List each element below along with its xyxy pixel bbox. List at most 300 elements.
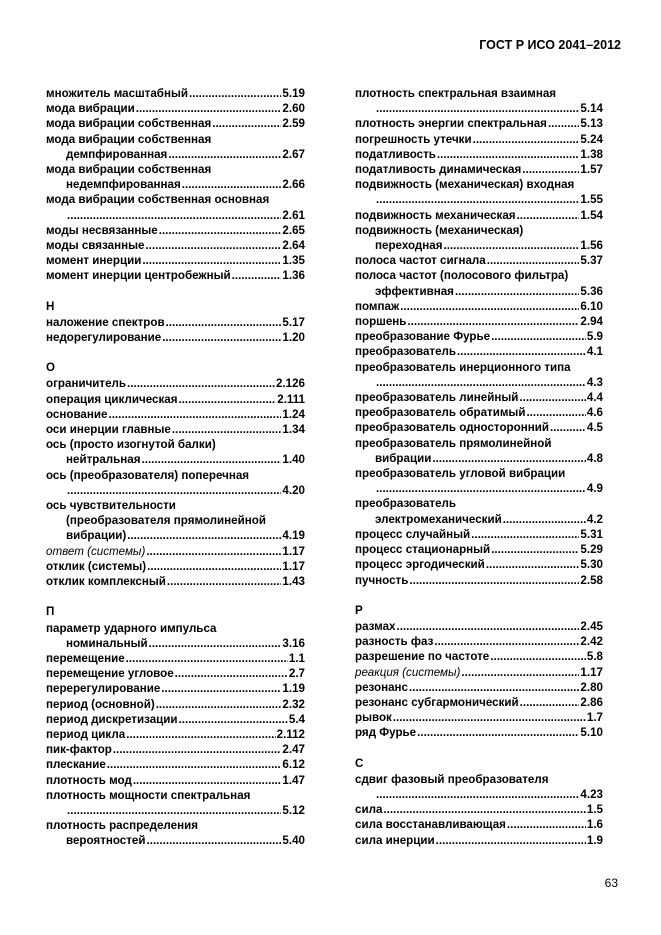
- index-entry-label: процесс эргодический: [355, 558, 485, 572]
- page-number: 63: [604, 876, 618, 890]
- dot-leader: [142, 253, 281, 268]
- index-entry-reference: 1.6: [586, 818, 603, 832]
- index-entry-label: переходная: [375, 239, 443, 253]
- index-entry-label: сила восстанавливающая: [355, 818, 506, 832]
- index-entry: [355, 573, 603, 588]
- index-entry: [355, 344, 603, 359]
- index-entry-term: плотность спектральная взаимная: [355, 87, 557, 100]
- index-entry-reference: 2.42: [580, 635, 603, 649]
- index-entry-reference: 2.94: [580, 315, 603, 329]
- index-entry-reference: 4.20: [282, 483, 305, 497]
- index-entry-reference: 1.43: [282, 575, 305, 589]
- index-entry-reference: 1.55: [580, 193, 603, 207]
- index-entry: [355, 527, 603, 542]
- index-entry-reference: 1.47: [282, 773, 305, 787]
- index-entry-reference: 2.61: [282, 208, 305, 222]
- index-entry-reference: 1.35: [282, 254, 305, 268]
- index-entry: [355, 253, 603, 268]
- index-entry: [46, 651, 305, 666]
- index-entry-reference: 5.30: [580, 558, 603, 572]
- dot-leader: [376, 101, 579, 116]
- index-entry-label: основание: [46, 407, 108, 421]
- index-entry-label: ряд Фурье: [355, 726, 417, 740]
- index-entry: [46, 681, 305, 696]
- index-entry-term: сдвиг фазовый преобразователя: [355, 772, 549, 786]
- index-entry-reference: 4.4: [586, 391, 603, 405]
- index-entry-label: плескание: [46, 758, 106, 772]
- dot-leader: [376, 375, 586, 390]
- index-entry-reference: 5.4: [288, 712, 305, 726]
- index-entry: [355, 665, 603, 680]
- dot-leader: [507, 817, 586, 832]
- dot-leader: [407, 314, 579, 329]
- index-entry-term: подвижность (механическая) входная: [355, 178, 575, 192]
- index-letter-heading: С: [355, 756, 364, 770]
- dot-leader: [126, 651, 288, 666]
- dot-leader: [113, 742, 282, 757]
- index-entry: [46, 132, 305, 162]
- index-entry: [355, 466, 603, 496]
- index-entry-label: множитель масштабный: [46, 87, 188, 100]
- index-entry-label: преобразователь обратимый: [355, 406, 526, 420]
- index-entry: [355, 695, 603, 710]
- index-entry-term: преобразователь: [355, 497, 457, 511]
- index-entry-reference: 2.66: [282, 178, 305, 192]
- dot-leader: [146, 544, 281, 559]
- index-entry-reference: 5.40: [282, 834, 305, 848]
- index-entry-reference: 4.8: [586, 451, 603, 465]
- index-entry-reference: 2.32: [282, 697, 305, 711]
- index-entry: [46, 742, 305, 757]
- index-entry-label: мода вибрации собственная: [46, 117, 212, 131]
- index-entry-label: оси инерции главные: [46, 423, 171, 437]
- dot-leader: [417, 725, 579, 740]
- index-entry-label: пик-фактор: [46, 743, 112, 757]
- dot-leader: [108, 407, 281, 422]
- index-entry-label: преобразователь односторонний: [355, 421, 549, 435]
- index-entry-reference: 6.12: [282, 758, 305, 772]
- index-entry-reference: 4.19: [282, 529, 305, 543]
- dot-leader: [503, 512, 586, 527]
- index-entry-reference: 1.36: [282, 269, 305, 283]
- index-letter-heading: Н: [46, 299, 55, 313]
- dot-leader: [548, 116, 579, 131]
- index-entry-label: период дискретизации: [46, 712, 178, 726]
- index-entry: [355, 116, 603, 131]
- index-entry-reference: 3.16: [282, 636, 305, 650]
- index-letter-heading: О: [46, 361, 56, 375]
- index-entry: [355, 208, 603, 223]
- index-entry: [355, 772, 603, 802]
- index-entry-term: преобразователь инерционного типа: [355, 360, 571, 374]
- index-entry: [46, 574, 305, 589]
- index-entry-reference: 1.20: [282, 331, 305, 345]
- index-entry-term: подвижность (механическая): [355, 223, 524, 237]
- index-entry-label: момент инерции центробежный: [46, 269, 231, 283]
- dot-leader: [461, 665, 579, 680]
- index-entry-term: ось (преобразователя) поперечная: [46, 468, 250, 482]
- index-entry-label: перерегулирование: [46, 682, 161, 696]
- dot-leader: [136, 101, 282, 116]
- index-entry-label: период (основной): [46, 697, 155, 711]
- dot-leader: [232, 268, 282, 283]
- index-entry: [46, 544, 305, 559]
- index-entry: [355, 680, 603, 695]
- index-entry-reference: 1.34: [282, 423, 305, 437]
- index-entry: [46, 498, 305, 544]
- dot-leader: [486, 557, 580, 572]
- dot-leader: [127, 528, 281, 543]
- index-entry-term: (преобразователя прямолинейной: [66, 514, 266, 528]
- dot-leader: [490, 649, 586, 664]
- index-entry-reference: 2.65: [282, 223, 305, 237]
- index-entry-label: преобразование Фурье: [355, 330, 491, 344]
- index-entry: [355, 557, 603, 572]
- dot-leader: [149, 636, 282, 651]
- index-entry: [46, 253, 305, 268]
- index-entry-label: электромеханический: [375, 512, 502, 526]
- index-entry-term: параметр ударного импульса: [46, 621, 217, 635]
- index-entry: [46, 116, 305, 131]
- index-entry: [46, 559, 305, 574]
- index-entry: [355, 299, 603, 314]
- index-entry: [355, 223, 603, 253]
- index-entry-reference: 5.24: [580, 132, 603, 146]
- dot-leader: [409, 680, 579, 695]
- index-letter-heading: Р: [355, 603, 363, 617]
- dot-leader: [376, 481, 586, 496]
- index-entry-label: вибрации: [375, 451, 432, 465]
- index-entry-reference: 1.38: [580, 147, 603, 161]
- index-entry: [46, 666, 305, 681]
- index-entry-term: полоса частот (полосового фильтра): [355, 269, 569, 283]
- index-entry-label: размах: [355, 619, 396, 633]
- dot-leader: [212, 116, 281, 131]
- dot-leader: [473, 132, 580, 147]
- index-entry-reference: 5.36: [580, 284, 603, 298]
- index-entry-label: преобразователь: [355, 345, 457, 359]
- index-entry: [46, 223, 305, 238]
- index-entry-label: процесс стационарный: [355, 543, 491, 557]
- index-entry: [355, 802, 603, 817]
- index-entry: [355, 268, 603, 298]
- index-entry-reference: 4.2: [586, 512, 603, 526]
- index-entry-label: перемещение угловое: [46, 667, 174, 681]
- index-entry: [355, 360, 603, 390]
- dot-leader: [133, 773, 282, 788]
- index-entry-reference: 2.59: [282, 117, 305, 131]
- index-entry-reference: 5.12: [282, 803, 305, 817]
- index-entry-label: вероятностей: [66, 834, 146, 848]
- index-entry-reference: 2.111: [277, 392, 305, 406]
- index-entry-label: наложение спектров: [46, 315, 165, 329]
- index-entry-label: отклик комплексный: [46, 575, 166, 589]
- dot-leader: [522, 162, 579, 177]
- index-entry: [355, 86, 603, 116]
- index-entry-reference: 2.126: [275, 377, 305, 391]
- dot-leader: [491, 329, 586, 344]
- dot-leader: [67, 483, 281, 498]
- index-entry: [355, 619, 603, 634]
- index-entry-label: податливость: [355, 147, 436, 161]
- index-entry-reference: 2.58: [580, 573, 603, 587]
- index-entry-reference: 2.80: [580, 680, 603, 694]
- index-entry-term: мода вибрации собственная: [46, 163, 212, 177]
- dot-leader: [487, 253, 580, 268]
- index-entry: [46, 330, 305, 345]
- index-entry-reference: 5.10: [580, 726, 603, 740]
- dot-leader: [383, 802, 585, 817]
- index-entry-label: ответ (системы): [46, 544, 146, 558]
- dot-leader: [519, 390, 586, 405]
- index-entry-label: плотность мод: [46, 773, 132, 787]
- index-entry: [46, 86, 305, 101]
- index-entry-label: недорегулирование: [46, 331, 162, 345]
- index-entry-label: полоса частот сигнала: [355, 254, 486, 268]
- index-entry: [355, 634, 603, 649]
- dot-leader: [434, 634, 579, 649]
- index-entry-label: податливость динамическая: [355, 163, 522, 177]
- index-entry-label: разрешение по частоте: [355, 650, 490, 664]
- dot-leader: [161, 681, 281, 696]
- dot-leader: [550, 420, 586, 435]
- index-entry-label: пучность: [355, 573, 409, 587]
- dot-leader: [159, 223, 282, 238]
- index-entry: [46, 192, 305, 222]
- index-entry-label: сила инерции: [355, 833, 435, 847]
- index-entry-reference: 5.31: [580, 527, 603, 541]
- dot-leader: [147, 833, 282, 848]
- index-entry-label: эффективная: [375, 284, 454, 298]
- dot-leader: [491, 542, 579, 557]
- dot-leader: [526, 405, 585, 420]
- index-entry-reference: 1.57: [580, 163, 603, 177]
- index-entry: [46, 757, 305, 772]
- index-entry: [46, 712, 305, 727]
- index-entry-reference: 1.5: [586, 803, 603, 817]
- index-entry-reference: 2.60: [282, 102, 305, 116]
- index-entry-reference: 1.17: [580, 665, 603, 679]
- index-entry-label: период цикла: [46, 727, 126, 741]
- index-entry-reference: 2.86: [580, 695, 603, 709]
- index-entry-label: моды несвязанные: [46, 223, 158, 237]
- index-entry-reference: 2.47: [282, 743, 305, 757]
- index-entry-reference: 2.45: [580, 619, 603, 633]
- index-entry-label: подвижность механическая: [355, 208, 516, 222]
- index-entry: [46, 437, 305, 467]
- index-entry: [46, 101, 305, 116]
- index-entry-label: резонанс субгармонический: [355, 695, 519, 709]
- index-entry-reference: 1.9: [586, 833, 603, 847]
- index-entry-label: сила: [355, 803, 383, 817]
- index-entry-reference: 5.37: [580, 254, 603, 268]
- index-entry: [355, 833, 603, 848]
- index-entry-label: номинальный: [66, 636, 148, 650]
- index-entry: [355, 710, 603, 725]
- index-entry-reference: 5.9: [586, 330, 603, 344]
- index-entry: [46, 238, 305, 253]
- index-entry-label: плотность энергии спектральная: [355, 117, 547, 131]
- index-entry-reference: 4.1: [586, 345, 603, 359]
- index-entry: [46, 315, 305, 330]
- dot-leader: [67, 803, 281, 818]
- dot-leader: [127, 376, 275, 391]
- dot-leader: [126, 727, 275, 742]
- index-entry: [355, 649, 603, 664]
- dot-leader: [455, 284, 579, 299]
- index-entry-label: недемпфированная: [66, 178, 181, 192]
- index-entry: [355, 177, 603, 207]
- index-entry-reference: 4.6: [586, 406, 603, 420]
- index-entry-label: помпаж: [355, 299, 400, 313]
- index-entry: [355, 817, 603, 832]
- index-entry: [46, 727, 305, 742]
- index-entry: [355, 329, 603, 344]
- index-entry-reference: 2.112: [276, 727, 305, 741]
- index-entry-reference: 1.24: [282, 407, 305, 421]
- index-entry: [46, 697, 305, 712]
- index-entry: [46, 468, 305, 498]
- index-entry: [355, 542, 603, 557]
- dot-leader: [393, 710, 586, 725]
- dot-leader: [189, 86, 281, 101]
- index-entry: [46, 818, 305, 848]
- index-entry-label: отклик (системы): [46, 559, 147, 573]
- dot-leader: [437, 147, 580, 162]
- dot-leader: [517, 208, 580, 223]
- index-entry-label: моды связанные: [46, 239, 145, 253]
- dot-leader: [166, 315, 282, 330]
- index-entry-reference: 1.17: [282, 559, 305, 573]
- index-entry: [46, 392, 305, 407]
- index-entry-label: преобразователь линейный: [355, 391, 519, 405]
- index-entry-reference: 1.17: [282, 544, 305, 558]
- index-letter-heading: П: [46, 605, 55, 619]
- index-entry: [355, 725, 603, 740]
- index-entry-reference: 1.19: [282, 682, 305, 696]
- dot-leader: [444, 238, 580, 253]
- index-column-left: [46, 86, 305, 849]
- index-entry: [46, 268, 305, 283]
- index-entry: [355, 405, 603, 420]
- index-entry: [355, 162, 603, 177]
- dot-leader: [396, 619, 579, 634]
- index-entry-label: вибрации): [66, 529, 127, 543]
- index-column-right: [355, 86, 603, 848]
- dot-leader: [471, 527, 579, 542]
- dot-leader: [175, 666, 288, 681]
- index-entry-label: погрешность утечки: [355, 132, 472, 146]
- index-entry-reference: 2.64: [282, 239, 305, 253]
- index-entry-label: ограничитель: [46, 377, 127, 391]
- index-entry-reference: 5.19: [282, 87, 305, 100]
- index-entry: [46, 788, 305, 818]
- index-entry-label: реакция (системы): [355, 665, 461, 679]
- dot-leader: [168, 147, 281, 162]
- dot-leader: [145, 238, 281, 253]
- index-entry-reference: 1.1: [288, 651, 305, 665]
- index-entry-term: плотность распределения: [46, 819, 198, 833]
- index-entry: [46, 407, 305, 422]
- index-entry-reference: 1.56: [580, 239, 603, 253]
- dot-leader: [520, 695, 580, 710]
- index-entry-label: резонанс: [355, 680, 408, 694]
- index-entry: [46, 773, 305, 788]
- dot-leader: [400, 299, 579, 314]
- index-entry-label: перемещение: [46, 651, 125, 665]
- index-entry-label: демпфированная: [66, 147, 168, 161]
- dot-leader: [162, 330, 281, 345]
- dot-leader: [376, 787, 579, 802]
- index-entry-reference: 6.10: [580, 299, 603, 313]
- index-entry-label: разность фаз: [355, 635, 434, 649]
- index-entry-label: операция циклическая: [46, 392, 178, 406]
- index-entry-term: преобразователь прямолинейной: [355, 436, 552, 450]
- index-entry-reference: 5.29: [580, 543, 603, 557]
- dot-leader: [167, 574, 282, 589]
- dot-leader: [409, 573, 579, 588]
- index-entry-reference: 4.3: [586, 375, 603, 389]
- index-entry: [355, 436, 603, 466]
- index-entry: [46, 422, 305, 437]
- index-entry: [355, 132, 603, 147]
- index-entry: [355, 496, 603, 526]
- dot-leader: [179, 712, 288, 727]
- dot-leader: [67, 208, 281, 223]
- index-entry-label: момент инерции: [46, 254, 142, 268]
- dot-leader: [457, 344, 586, 359]
- index-entry-term: мода вибрации собственная: [46, 132, 212, 146]
- document-header: ГОСТ Р ИСО 2041–2012: [479, 38, 621, 52]
- index-entry: [355, 420, 603, 435]
- index-entry-reference: 5.17: [282, 315, 305, 329]
- dot-leader: [376, 192, 579, 207]
- index-entry-term: мода вибрации собственная основная: [46, 193, 270, 207]
- dot-leader: [178, 392, 276, 407]
- index-entry-reference: 5.14: [580, 102, 603, 116]
- index-entry-reference: 4.5: [586, 421, 603, 435]
- index-entry-term: плотность мощности спектральная: [46, 788, 251, 802]
- index-entry: [46, 376, 305, 391]
- index-entry: [46, 621, 305, 651]
- dot-leader: [182, 177, 282, 192]
- dot-leader: [142, 452, 282, 467]
- index-entry-label: поршень: [355, 315, 407, 329]
- dot-leader: [436, 833, 586, 848]
- index-entry-reference: 4.9: [586, 482, 603, 496]
- index-entry-term: ось чувствительности: [46, 499, 176, 513]
- index-entry: [355, 314, 603, 329]
- index-entry-label: нейтральная: [66, 453, 141, 467]
- index-entry-label: мода вибрации: [46, 102, 135, 116]
- index-entry-term: ось (просто изогнутой балки): [46, 438, 216, 452]
- index-entry-reference: 5.13: [580, 117, 603, 131]
- dot-leader: [147, 559, 281, 574]
- index-entry-label: процесс случайный: [355, 527, 471, 541]
- index-entry-label: рывок: [355, 711, 392, 725]
- dot-leader: [172, 422, 282, 437]
- index-entry: [355, 147, 603, 162]
- index-entry-reference: 2.67: [282, 147, 305, 161]
- dot-leader: [432, 451, 586, 466]
- index-entry-reference: 1.40: [282, 453, 305, 467]
- index-entry: [355, 390, 603, 405]
- index-entry-reference: 5.8: [586, 650, 603, 664]
- index-entry-reference: 4.23: [580, 787, 603, 801]
- index-entry-term: преобразователь угловой вибрации: [355, 467, 566, 481]
- index-entry-reference: 1.7: [586, 711, 603, 725]
- dot-leader: [107, 757, 282, 772]
